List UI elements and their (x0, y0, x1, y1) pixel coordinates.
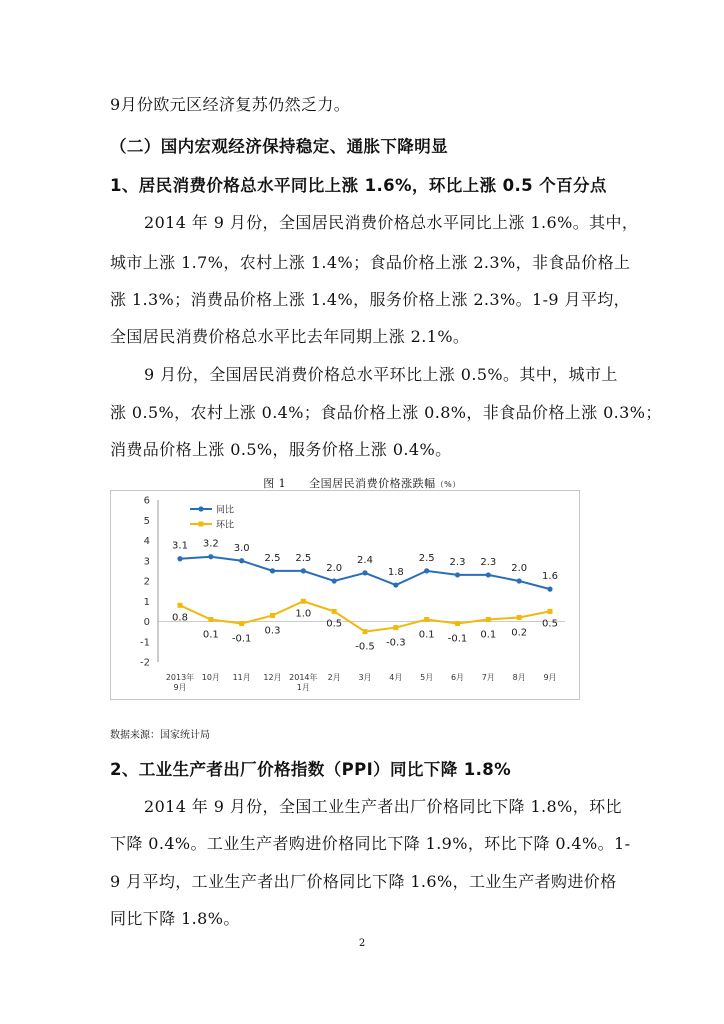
paragraph-line: 9 月份，全国居民消费价格总水平环比上涨 0.5%。其中，城市上 (144, 365, 618, 384)
x-tick-label-line: 12月 (263, 673, 282, 682)
x-tick-label-line: 8月 (512, 673, 526, 682)
data-label: 3.2 (202, 538, 219, 550)
x-tick-label-line: 2月 (327, 673, 341, 682)
x-tick-label (202, 673, 220, 682)
data-label: 0.1 (418, 629, 435, 641)
data-point-yoy (301, 568, 306, 573)
x-tick-label (543, 673, 556, 682)
x-tick-label-line: 7月 (481, 673, 495, 682)
data-point-mom (393, 625, 398, 630)
paragraph-line: 2014 年 9 月份，全国工业生产者出厂价格同比下降 1.8%，环比 (144, 797, 622, 816)
chart-frame (111, 491, 580, 700)
data-point-mom (270, 613, 275, 618)
data-label: 2.5 (418, 552, 435, 564)
data-label: 2.3 (449, 556, 466, 568)
paragraph-line: 全国居民消费价格总水平比去年同期上涨 2.1%。 (110, 327, 470, 346)
x-tick-label (328, 673, 341, 682)
paragraph-line: 下降 0.4%。工业生产者购进价格同比下降 1.9%，环比下降 0.4%。1- (110, 834, 631, 853)
x-tick-label-line: 11月 (232, 673, 251, 682)
x-tick-label (358, 673, 371, 682)
x-tick-label (482, 673, 495, 682)
data-label: 2.5 (264, 552, 281, 564)
data-point-mom (455, 621, 460, 626)
x-tick-label-line: 2014年 (289, 673, 318, 682)
x-tick-label-line: 1月 (296, 683, 310, 692)
x-tick-label-line: 2013年 (165, 673, 195, 682)
x-tick-label-line: 9月 (543, 673, 557, 682)
page-number: 2 (358, 938, 366, 949)
y-tick-label: 1 (143, 596, 150, 608)
data-label: 0.5 (542, 618, 558, 630)
data-label: 3.1 (172, 540, 188, 552)
data-point-mom (424, 617, 429, 622)
x-tick-label-line: 4月 (389, 673, 403, 682)
data-label: 0.2 (511, 627, 528, 639)
data-label: 0.1 (480, 629, 497, 641)
data-point-yoy (208, 554, 213, 559)
y-tick-label: 6 (143, 495, 150, 507)
x-tick-label (389, 673, 402, 682)
legend-marker (198, 506, 203, 511)
data-point-mom (486, 617, 491, 622)
y-tick-label: -2 (140, 657, 150, 669)
x-tick-label (233, 673, 251, 682)
data-point-yoy (517, 578, 522, 583)
data-point-yoy (270, 568, 275, 573)
data-point-yoy (424, 568, 429, 573)
data-label: 2.5 (295, 552, 312, 564)
data-point-mom (301, 599, 306, 604)
paragraph-line: 城市上涨 1.7%，农村上涨 1.4%；食品价格上涨 2.3%，非食品价格上 (110, 253, 631, 272)
paragraph-line: 涨 0.5%，农村上涨 0.4%；食品价格上涨 0.8%，非食品价格上涨 0.3%； (110, 403, 662, 422)
data-point-mom (363, 629, 368, 634)
paragraph-line: 2014 年 9 月份，全国居民消费价格总水平同比上涨 1.6%。其中， (144, 213, 639, 232)
data-label: 2.0 (326, 563, 343, 574)
data-source: 数据来源：国家统计局 (110, 730, 210, 741)
y-tick-label: -1 (140, 637, 150, 649)
cpi-heading: 1、居民消费价格总水平同比上涨 1.6%，环比上涨 0.5 个百分点 (110, 176, 607, 195)
data-point-mom (239, 621, 244, 626)
figure-caption (0, 475, 724, 491)
x-tick-label-line: 9月 (173, 683, 187, 692)
x-tick-label (451, 673, 464, 682)
y-tick-label: 2 (143, 576, 150, 588)
paragraph-line: 9月份欧元区经济复苏仍然乏力。 (110, 95, 351, 114)
data-label: -0.3 (386, 637, 406, 649)
x-tick-label (420, 673, 433, 682)
data-point-mom (548, 609, 553, 614)
legend-label: 同比 (216, 505, 235, 516)
data-point-yoy (332, 578, 337, 583)
data-point-yoy (455, 572, 460, 577)
data-point-mom (208, 617, 213, 622)
data-label: 1.8 (387, 567, 404, 579)
data-label: -0.5 (355, 641, 375, 653)
y-tick-label: 4 (143, 536, 150, 547)
paragraph-line: 消费品价格上涨 0.5%，服务价格上涨 0.4%。 (110, 440, 452, 459)
x-tick-label-line: 6月 (450, 673, 465, 682)
paragraph-line: 同比下降 1.8%。 (110, 909, 240, 928)
data-label: 3.0 (233, 542, 250, 554)
y-tick-label: 3 (143, 556, 150, 568)
data-label: -0.1 (231, 633, 252, 645)
data-label: -0.1 (447, 633, 468, 645)
data-point-yoy (486, 572, 491, 577)
data-label: 2.0 (511, 563, 528, 574)
x-tick-label-line: 10月 (201, 673, 220, 682)
data-label: 0.5 (326, 618, 343, 630)
ppi-heading: 2、工业生产者出厂价格指数（PPI）同比下降 1.8% (110, 760, 512, 779)
cpi-line-chart (110, 490, 580, 700)
data-point-yoy (177, 556, 182, 561)
data-label: 0.8 (172, 612, 188, 624)
figure-caption-unit: （%） (435, 480, 461, 489)
x-tick-label (513, 673, 526, 682)
y-tick-label: 5 (143, 515, 150, 527)
data-point-yoy (239, 558, 244, 563)
legend-label: 环比 (216, 520, 235, 531)
data-label: 0.3 (264, 625, 281, 637)
data-label: 1.0 (295, 608, 312, 620)
data-label: 2.3 (480, 556, 497, 568)
data-point-mom (332, 609, 337, 614)
paragraph-line: 涨 1.3%；消费品价格上涨 1.4%，服务价格上涨 2.3%。1-9 月平均， (110, 290, 631, 309)
x-tick-label-line: 5月 (420, 673, 434, 682)
data-label: 0.1 (202, 629, 219, 641)
x-tick-label-line: 3月 (358, 673, 372, 682)
data-point-mom (517, 615, 522, 620)
data-point-mom (178, 603, 183, 608)
paragraph-line: 9 月平均，工业生产者出厂价格同比下降 1.6%，工业生产者购进价格 (110, 872, 617, 891)
y-tick-label: 0 (143, 617, 150, 628)
data-label: 2.4 (357, 554, 373, 566)
data-point-yoy (393, 582, 398, 587)
legend-marker (199, 522, 204, 527)
data-point-yoy (362, 570, 367, 575)
data-point-yoy (547, 587, 552, 592)
data-label: 1.6 (542, 571, 558, 583)
x-tick-label (263, 673, 281, 682)
figure-caption-text: 图 1 全国居民消费价格涨跌幅 (263, 477, 436, 490)
section-heading: （二）国内宏观经济保持稳定、通胀下降明显 (110, 137, 448, 156)
